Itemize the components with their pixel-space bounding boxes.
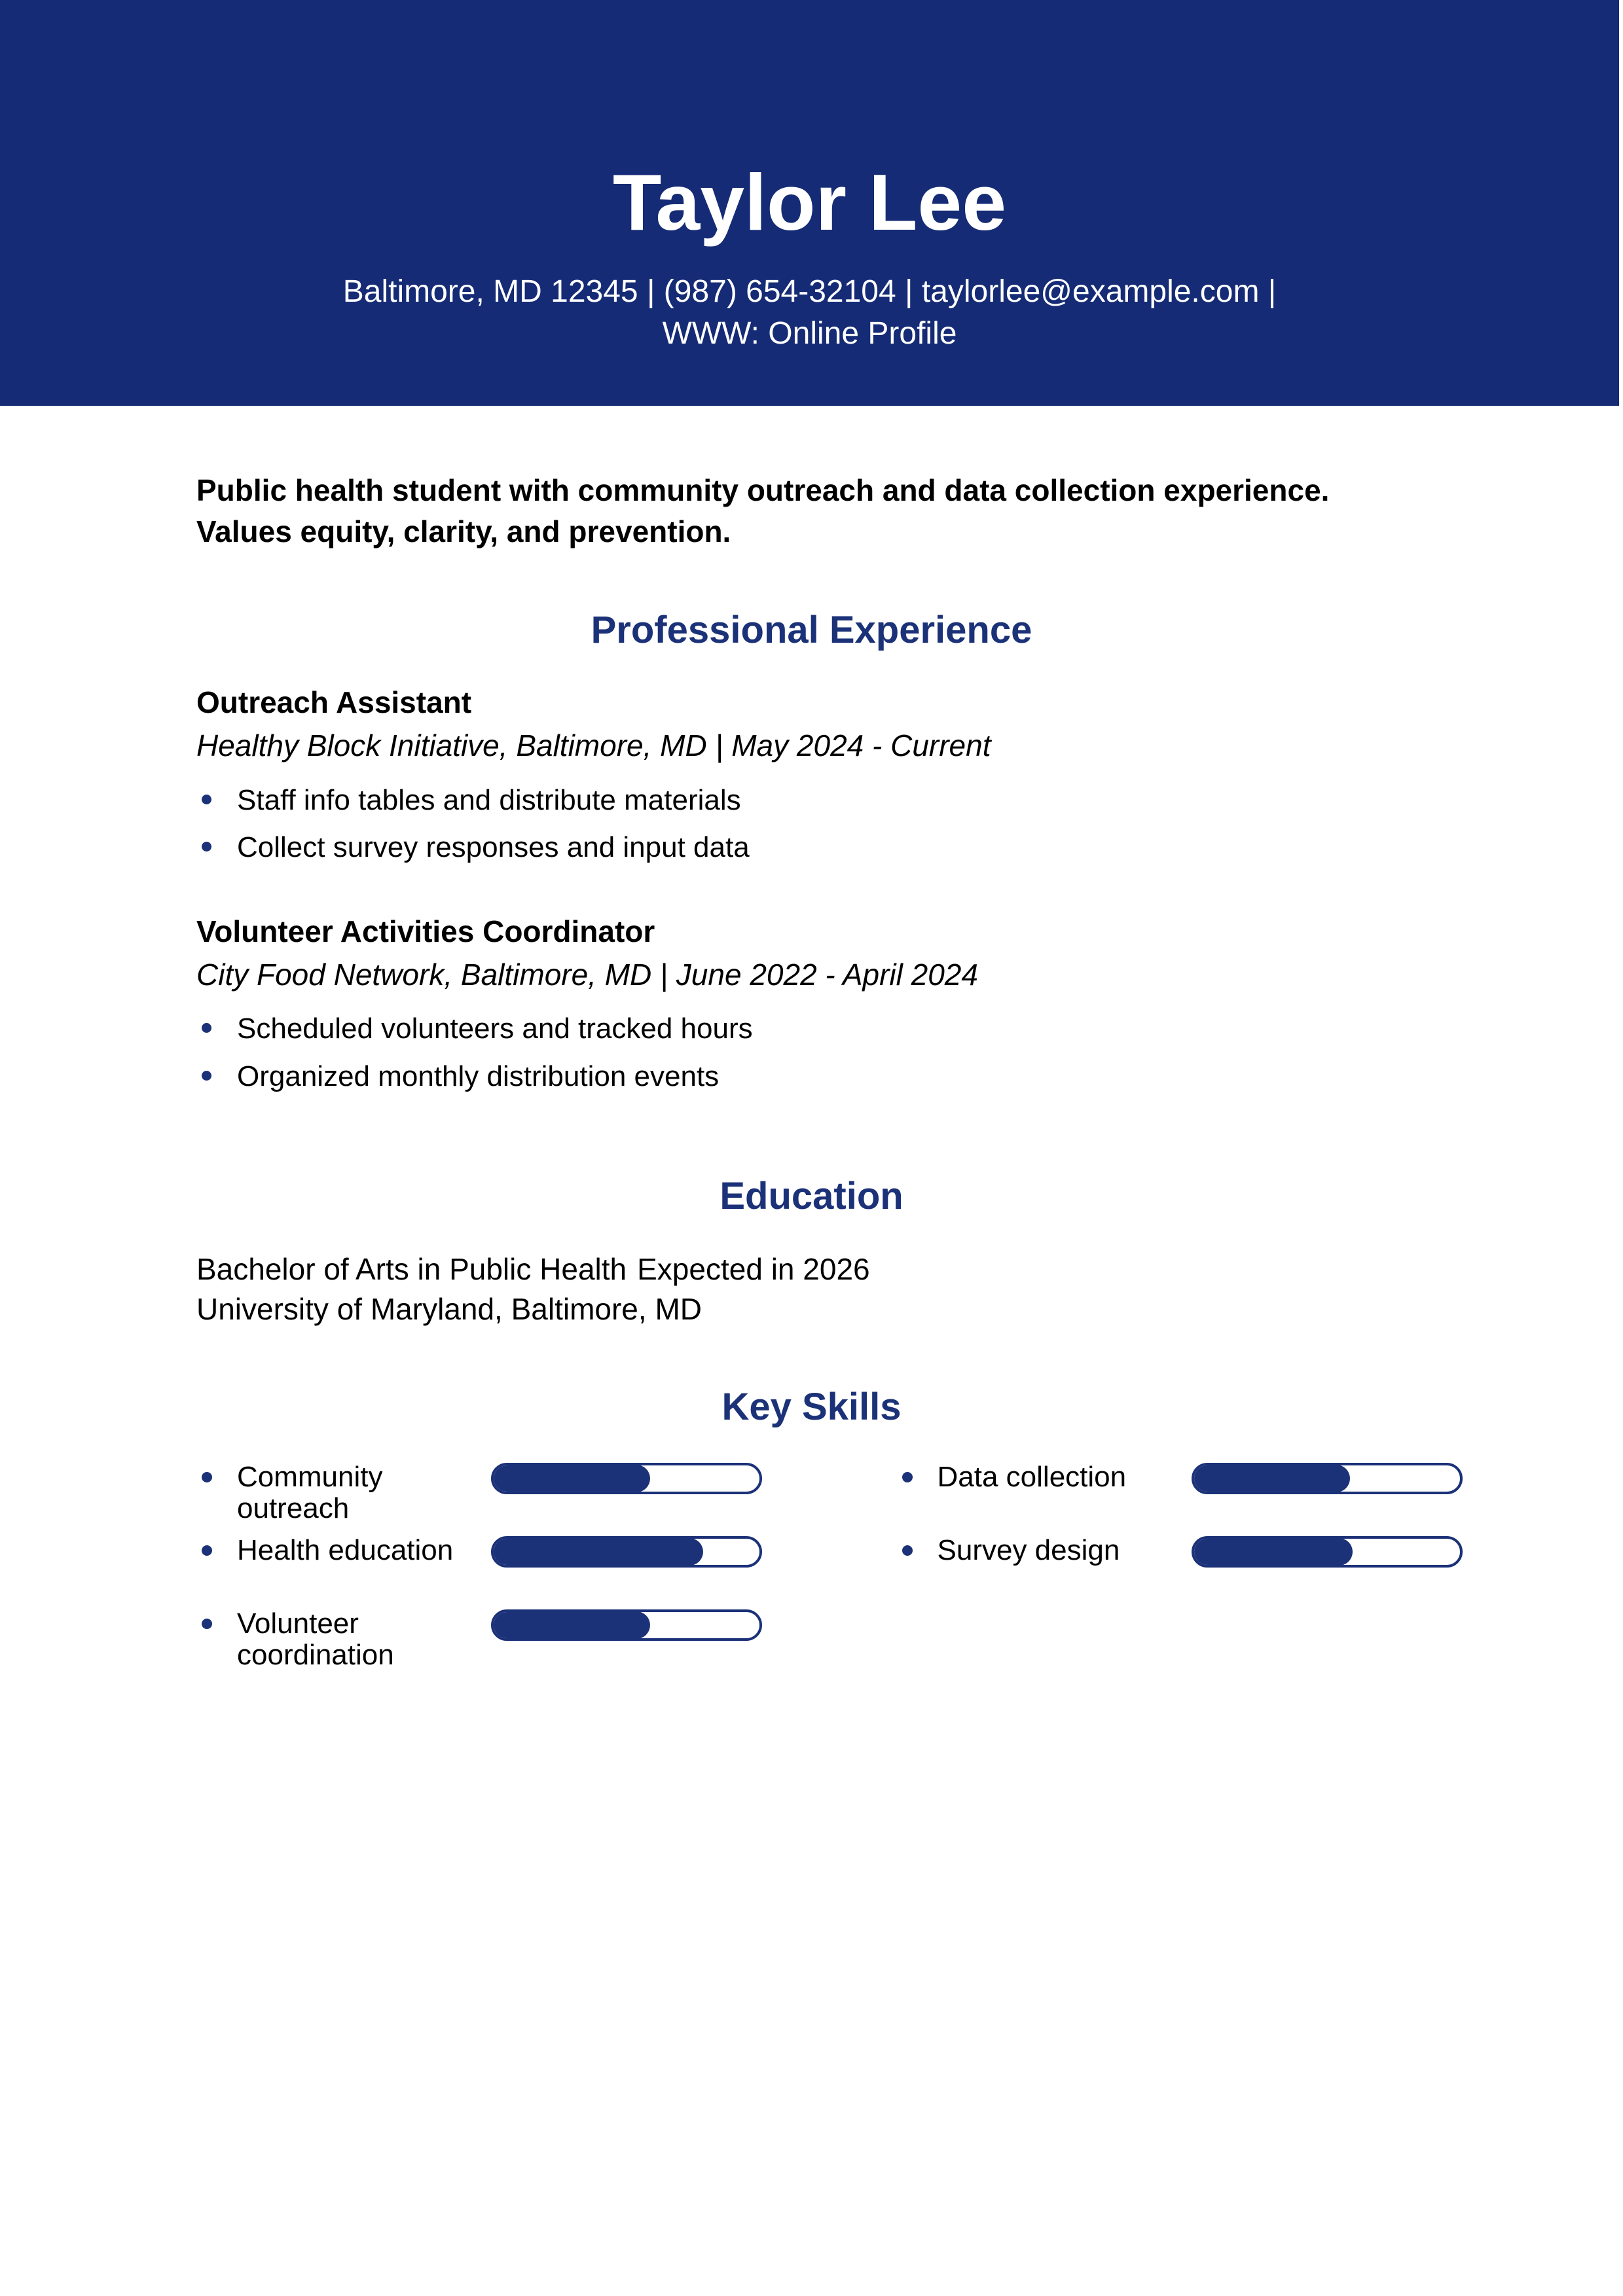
contact-info — [343, 271, 1277, 355]
job-bullet-list — [196, 1010, 1427, 1095]
contact-line-primary: Baltimore, MD 12345 | (987) 654-32104 | taylorlee@example.com | — [342, 274, 1277, 310]
skill-level-bar — [491, 1463, 762, 1494]
skill-label: Health education — [196, 1534, 484, 1566]
job-bullet: Collect survey responses and input data — [196, 829, 1427, 867]
education-entry — [196, 1249, 1427, 1330]
section-heading-skills: Key Skills — [721, 1385, 902, 1428]
skill-item — [897, 1534, 1427, 1607]
skill-label: Community outreach — [196, 1460, 484, 1525]
skills-column-left — [196, 1460, 812, 1680]
education-degree-line — [196, 1249, 1427, 1290]
professional-summary: Public health student with community outreach and data collection experience. Values equity, clarity, and prevention. — [196, 473, 1330, 548]
skill-level-fill — [493, 1465, 650, 1492]
education-degree: Bachelor of Arts in Public Health — [196, 1251, 627, 1286]
skill-level-fill — [1194, 1465, 1351, 1492]
candidate-name: Taylor Lee — [612, 158, 1007, 247]
job-bullet: Staff info tables and distribute materials — [196, 781, 1427, 819]
job-bullet: Scheduled volunteers and tracked hours — [196, 1010, 1427, 1048]
experience-entry — [196, 912, 1427, 1096]
education-school: University of Maryland, Baltimore, MD — [196, 1292, 702, 1327]
job-bullet: Organized monthly distribution events — [196, 1058, 1427, 1096]
section-heading-experience: Professional Experience — [591, 609, 1032, 652]
skills-grid — [196, 1460, 1427, 1680]
section-heading-education: Education — [720, 1174, 903, 1217]
skill-level-bar — [1192, 1463, 1463, 1494]
skill-label: Survey design — [897, 1534, 1185, 1566]
resume-header-banner — [0, 0, 1619, 406]
job-company-dates: City Food Network, Baltimore, MD | June 2022 - April 2024 — [196, 957, 978, 992]
job-title: Volunteer Activities Coordinator — [196, 914, 655, 948]
skill-item — [897, 1460, 1427, 1534]
skill-level-bar — [1192, 1536, 1463, 1568]
skill-level-fill — [493, 1611, 650, 1639]
skill-level-bar — [491, 1609, 762, 1641]
skill-label: Data collection — [897, 1460, 1185, 1493]
skill-item — [196, 1607, 812, 1680]
skill-level-fill — [493, 1538, 703, 1566]
job-bullet-list — [196, 781, 1427, 867]
skill-item — [196, 1534, 812, 1607]
spacer — [196, 1119, 1427, 1174]
job-company-dates: Healthy Block Initiative, Baltimore, MD | May 2024 - Current — [196, 728, 991, 762]
skills-column-right — [812, 1460, 1427, 1680]
contact-line-website: WWW: Online Profile — [662, 316, 957, 351]
skill-level-bar — [491, 1536, 762, 1568]
skill-label: Volunteer coordination — [196, 1607, 484, 1672]
experience-entry — [196, 683, 1427, 867]
job-title: Outreach Assistant — [196, 685, 472, 720]
skill-level-fill — [1194, 1538, 1353, 1566]
skill-item — [196, 1460, 812, 1534]
resume-body — [0, 406, 1623, 1680]
spacer — [196, 890, 1427, 912]
spacer — [196, 1330, 1427, 1385]
education-expected-date: Expected in 2026 — [637, 1251, 870, 1286]
